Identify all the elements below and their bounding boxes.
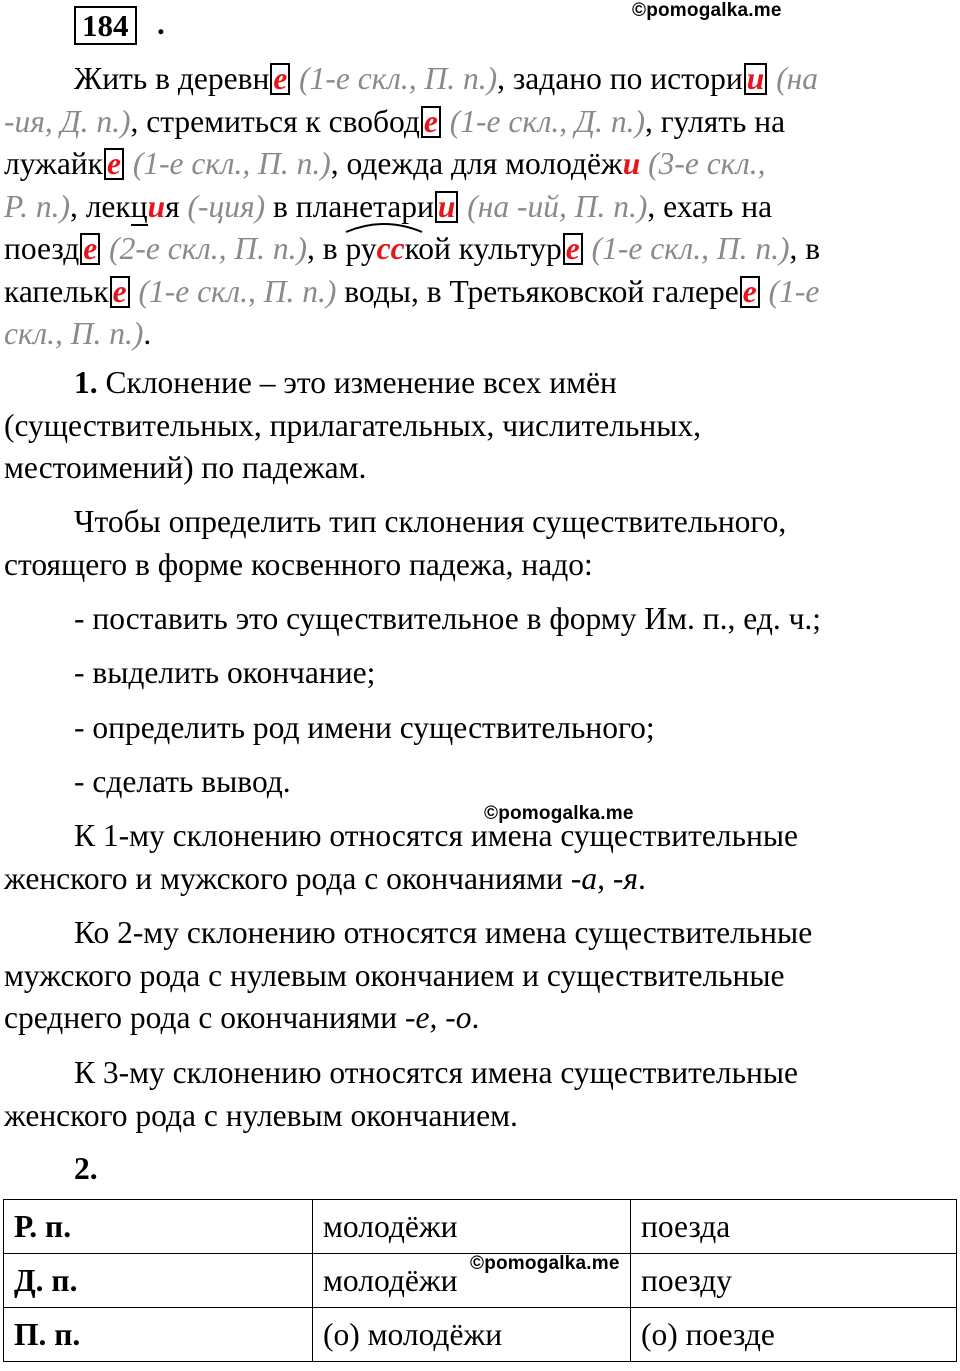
text-fragment: , стремиться к свобод xyxy=(130,103,420,139)
section-1-procedure-intro xyxy=(4,501,786,586)
section-2-number: 2. xyxy=(74,1151,98,1186)
section-number: 1. xyxy=(74,365,98,400)
text-fragment: , гулять на xyxy=(644,103,786,139)
case-note: (3-е скл., xyxy=(640,146,766,181)
text-fragment: , в xyxy=(307,231,346,266)
text-line xyxy=(4,362,701,405)
table-cell: поезда xyxy=(631,1200,957,1254)
text-line: Чтобы определить тип склонения существительного, xyxy=(74,504,787,539)
text-fragment: , в xyxy=(789,231,821,266)
ending-example: -е, -о xyxy=(405,1000,472,1035)
procedure-step: - определить род имени существительного; xyxy=(74,710,655,745)
text-fragment: поезд xyxy=(4,231,80,266)
exercise-text xyxy=(4,58,820,356)
case-note: (на -ий, П. п.) xyxy=(459,188,648,224)
inserted-letter: е xyxy=(563,233,583,265)
text-line xyxy=(4,313,820,356)
text-line xyxy=(4,997,812,1040)
case-note: (1-е скл., П. п.) xyxy=(583,231,790,266)
text-fragment: лужайк xyxy=(4,146,103,181)
case-note: (1-е скл., Д. п.) xyxy=(441,103,645,139)
text-line xyxy=(4,858,798,901)
text-line xyxy=(4,58,820,101)
text-line xyxy=(4,143,820,186)
case-note: скл., П. п.) xyxy=(4,316,144,351)
table-row xyxy=(4,1200,957,1254)
inserted-letter: е xyxy=(270,63,290,95)
word-root-mark xyxy=(346,228,405,271)
case-note: -ия, Д. п.) xyxy=(4,103,131,139)
table-cell: молодёжи xyxy=(313,1200,631,1254)
table-cell-case: П. п. xyxy=(4,1308,313,1362)
text-fragment: кой xyxy=(404,231,451,266)
case-note: Р. п.) xyxy=(4,188,70,224)
table-cell: поезду xyxy=(631,1254,957,1308)
table-row xyxy=(4,1308,957,1362)
declension-3-rule xyxy=(4,1052,798,1137)
text-fragment: Жить в деревн xyxy=(74,61,270,96)
text-fragment: ру xyxy=(345,231,377,266)
text-fragment: , лек xyxy=(69,188,131,224)
watermark: ©pomogalka.me xyxy=(484,803,634,824)
text-fragment: капельк xyxy=(4,273,109,309)
watermark: ©pomogalka.me xyxy=(632,0,782,21)
text-line: женского рода с нулевым окончанием. xyxy=(4,1097,518,1133)
inserted-letter: и xyxy=(147,188,166,224)
case-note: (1-е скл., П. п.) xyxy=(130,273,337,309)
text-fragment: в планетари xyxy=(265,188,434,224)
text-fragment: , ехать на xyxy=(647,188,773,224)
text-line: Ко 2-му склонению относятся имена существительные xyxy=(74,915,813,950)
case-note: (1-е xyxy=(760,273,820,309)
watermark: ©pomogalka.me xyxy=(470,1253,620,1274)
procedure-step: - сделать вывод. xyxy=(74,764,291,799)
inserted-letter: е xyxy=(421,106,441,138)
declension-2-rule xyxy=(4,912,812,1040)
section-1-definition xyxy=(4,362,701,490)
underlined-letter: ц xyxy=(130,188,148,224)
text-fragment: среднего рода с окончаниями xyxy=(4,1000,406,1035)
text-line: К 1-му склонению относятся имена существительные xyxy=(74,818,798,853)
inserted-letter: и xyxy=(622,146,641,181)
text-line xyxy=(4,271,820,314)
text-line: К 3-му склонению относятся имена существительные xyxy=(74,1055,798,1090)
text-fragment: Склонение – это изменение всех имён xyxy=(97,365,617,400)
inserted-letter: сс xyxy=(376,231,405,266)
text-line: стоящего в форме косвенного падежа, надо: xyxy=(4,546,593,582)
text-fragment: . xyxy=(143,316,152,351)
text-fragment: , задано по истори xyxy=(497,61,743,96)
case-note: (на xyxy=(768,61,819,96)
text-line: (существительных, прилагательных, числительных, xyxy=(4,407,701,443)
table-cell: (о) поезде xyxy=(631,1308,957,1362)
table-cell: (о) молодёжи xyxy=(313,1308,631,1362)
text-fragment: . xyxy=(471,1000,480,1035)
case-note: (1-е скл., П. п.) xyxy=(291,61,498,96)
declension-1-rule xyxy=(4,815,798,900)
text-line xyxy=(4,228,820,271)
text-line xyxy=(4,101,820,144)
exercise-number-dot: . xyxy=(157,6,165,41)
table-cell: молодёжи xyxy=(313,1254,631,1308)
procedure-step: - выделить окончание; xyxy=(74,655,376,690)
inserted-letter: е xyxy=(80,233,100,265)
root-arc-icon xyxy=(344,220,424,234)
text-fragment: я xyxy=(165,188,180,224)
procedure-step: - поставить это существительное в форму Им. п., ед. ч.; xyxy=(74,601,822,636)
table-cell-case: Р. п. xyxy=(4,1200,313,1254)
ending-example: -а, -я xyxy=(570,860,638,896)
text-line: местоимений) по падежам. xyxy=(4,450,367,485)
text-fragment: культур xyxy=(450,231,562,266)
text-line: мужского рода с нулевым окончанием и существительные xyxy=(4,957,785,993)
inserted-letter: и xyxy=(744,63,768,95)
case-note: (2-е скл., П. п.) xyxy=(101,231,308,266)
text-fragment: женского и мужского рода с окончаниями xyxy=(4,860,571,896)
case-note: (-ция) xyxy=(179,188,266,224)
declension-table xyxy=(3,1199,957,1362)
exercise-number: 184 xyxy=(74,6,137,45)
inserted-letter: е xyxy=(110,276,130,308)
inserted-letter: е xyxy=(104,148,124,180)
inserted-letter: и xyxy=(435,191,459,223)
table-cell-case: Д. п. xyxy=(4,1254,313,1308)
text-fragment: воды, в Третьяковской галере xyxy=(336,273,739,309)
case-note: (1-е скл., П. п.) xyxy=(124,146,331,181)
inserted-letter: е xyxy=(740,276,760,308)
text-fragment: , одежда для молодёж xyxy=(330,146,623,181)
text-fragment: . xyxy=(638,860,646,896)
